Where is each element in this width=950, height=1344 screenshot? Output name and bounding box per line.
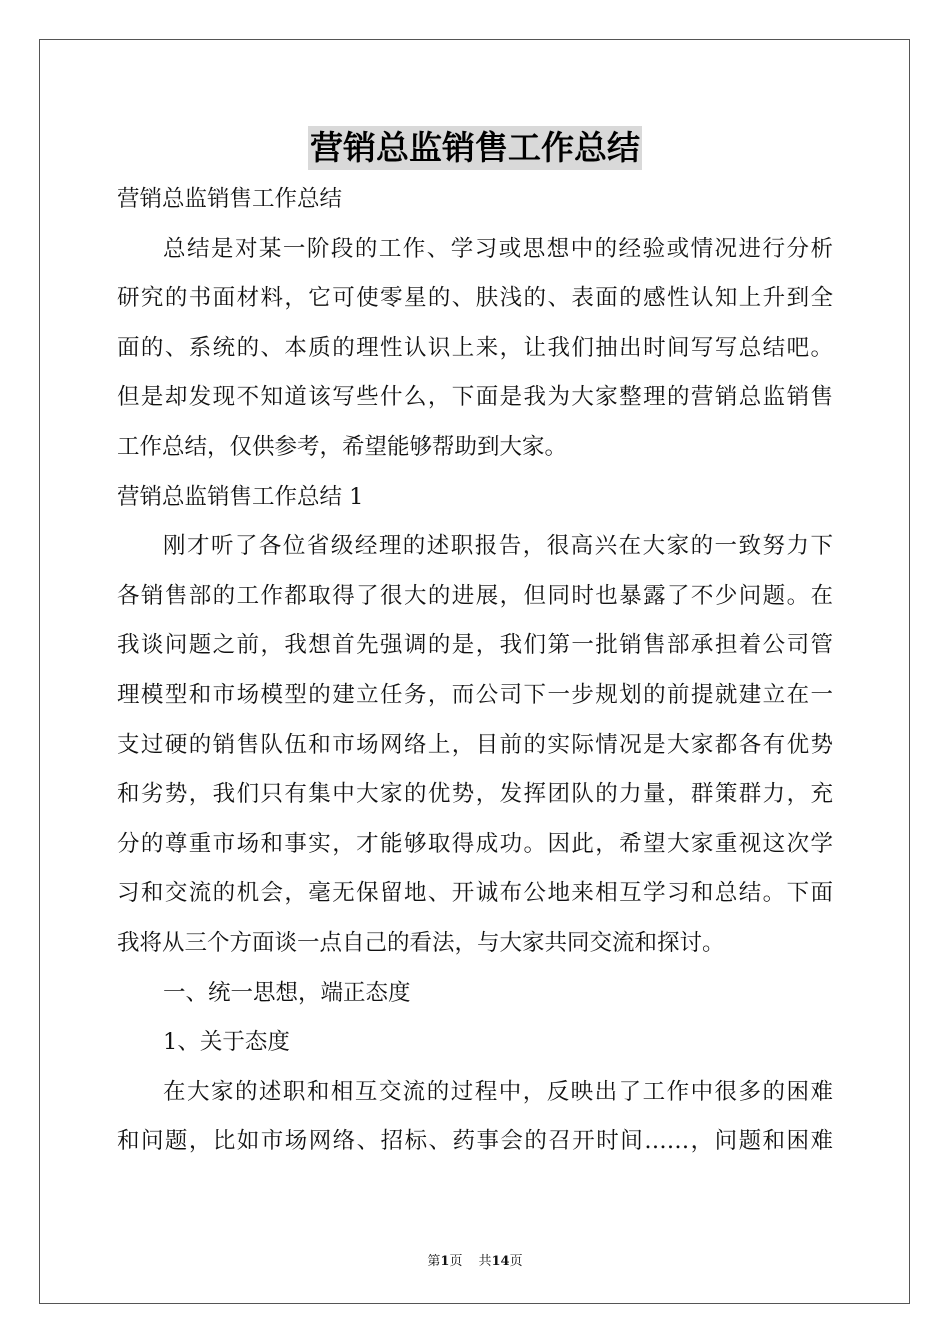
text-line: 刚才听了各位省级经理的述职报告，很高兴在大家的一致努力下 — [163, 533, 833, 560]
text-line: 工作总结，仅供参考，希望能够帮助到大家。 — [117, 433, 568, 460]
footer-total-number: 14 — [491, 1254, 510, 1269]
title-container — [0, 126, 950, 170]
text-line: 1、关于态度 — [163, 1029, 290, 1056]
text-line: 营销总监销售工作总结 — [117, 186, 343, 212]
text-line: 和劣势，我们只有集中大家的优势，发挥团队的力量，群策群力，充 — [117, 781, 833, 808]
text-line: 在大家的述职和相互交流的过程中，反映出了工作中很多的困难 — [163, 1078, 833, 1105]
text-line: 支过硬的销售队伍和市场网络上，目前的实际情况是大家都各有优势 — [117, 731, 833, 758]
footer-page-number: 1 — [440, 1254, 450, 1269]
text-line: 我谈问题之前，我想首先强调的是，我们第一批销售部承担着公司管 — [117, 632, 833, 659]
text-line: 一、统一思想，端正态度 — [163, 979, 411, 1006]
text-line: 面的、系统的、本质的理性认识上来，让我们抽出时间写写总结吧。 — [117, 334, 833, 361]
text-line: 和问题，比如市场网络、招标、药事会的召开时间……，问题和困难 — [117, 1128, 833, 1155]
page-footer — [0, 1250, 950, 1269]
footer-total-prefix: 共 — [478, 1254, 492, 1269]
document-title: 营销总监销售工作总结 — [308, 126, 642, 170]
text-line: 总结是对某一阶段的工作、学习或思想中的经验或情况进行分析 — [163, 235, 833, 262]
text-line: 营销总监销售工作总结 1 — [117, 483, 364, 510]
document-body — [117, 175, 833, 1167]
footer-total-suffix: 页 — [509, 1254, 523, 1269]
text-line: 习和交流的机会，毫无保留地、开诚布公地来相互学习和总结。下面 — [117, 880, 833, 907]
text-line: 分的尊重市场和事实，才能够取得成功。因此，希望大家重视这次学 — [117, 830, 833, 857]
text-line: 各销售部的工作都取得了很大的进展，但同时也暴露了不少问题。在 — [117, 582, 833, 609]
text-line: 但是却发现不知道该写些什么，下面是我为大家整理的营销总监销售 — [117, 384, 833, 411]
text-line: 研究的书面材料，它可使零星的、肤浅的、表面的感性认知上升到全 — [117, 285, 833, 312]
text-line: 我将从三个方面谈一点自己的看法，与大家共同交流和探讨。 — [117, 929, 725, 956]
footer-page-suffix: 页 — [449, 1254, 463, 1269]
footer-page-prefix: 第 — [427, 1254, 441, 1269]
text-line: 理模型和市场模型的建立任务，而公司下一步规划的前提就建立在一 — [117, 681, 833, 708]
